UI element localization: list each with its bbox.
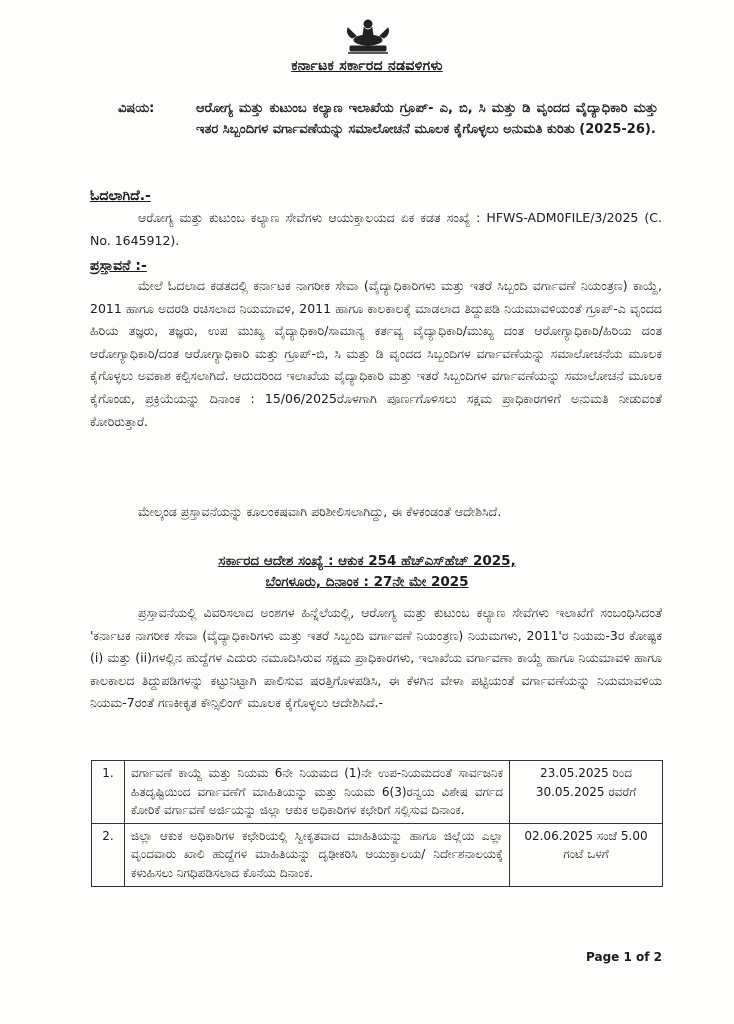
karnataka-state-emblem-icon (342, 16, 394, 56)
row-date: 23.05.2025 ರಿಂದ 30.05.2025 ರವರೆಗೆ (510, 761, 663, 824)
table-row (92, 761, 663, 824)
page-number: Page 1 of 2 (586, 950, 662, 964)
order-number: ಸರ್ಕಾರದ ಆದೇಶ ಸಂಖ್ಯೆ : ಆಕುಕ 254 ಹೆಚ್‌ಎಸ್‌ಹೆಚ್ 2025, (218, 553, 516, 569)
preamble-conclusion: ಮೇಲ್ಕಂಡ ಪ್ರಸ್ತಾವನೆಯನ್ನು ಕೂಲಂಕಷವಾಗಿ ಪರಿಶೀಲಿಸಲಾಗಿದ್ದು, ಈ ಕೆಳಕಂಡಂತೆ ಆದೇಶಿಸಿದೆ. (138, 504, 502, 519)
order-place-date: ಬೆಂಗಳೂರು, ದಿನಾಂಕ : 27ನೇ ಮೇ 2025 (265, 574, 469, 590)
preamble-heading: ಪ್ರಸ್ತಾವನೆ :- (90, 258, 147, 274)
subject-block (118, 98, 658, 140)
subject-text: ಆರೋಗ್ಯ ಮತ್ತು ಕುಟುಂಬ ಕಲ್ಯಾಣ ಇಲಾಖೆಯ ಗ್ರೂಪ್- ಎ, ಬಿ, ಸಿ ಮತ್ತು ಡಿ ವೃಂದದ ವೈದ್ಯಾಧಿಕಾರಿ ಮತ್ತು ಇತರ ಸಿಬ್ಬಂದಿಗಳ ವರ್ಗಾವಣೆಯನ್ನು ಸಮಾಲೋಚನೆ ಮೂಲಕ ಕೈಗೊಳ್ಳಲು ಅನುಮತಿ ಕುರಿತು (2025-26). (196, 101, 658, 137)
reference-heading: ಓದಲಾಗಿದೆ.- (90, 188, 151, 204)
reference-text: ಆರೋಗ್ಯ ಮತ್ತು ಕುಟುಂಬ ಕಲ್ಯಾಣ ಸೇವೆಗಳು ಆಯುಕ್ತಾಲಯದ ಏಕ ಕಡತ ಸಂಖ್ಯೆ : HFWS-ADM0FILE/3/2025 (C. No. 1645912). (90, 210, 662, 248)
table-row (92, 823, 663, 886)
schedule-table (91, 760, 663, 887)
row-number: 2. (92, 823, 125, 886)
preamble-text: ಮೇಲೆ ಓದಲಾದ ಕಡತದಲ್ಲಿ ಕರ್ನಾಟಕ ನಾಗರೀಕ ಸೇವಾ (ವೈದ್ಯಾಧಿಕಾರಿಗಳು ಮತ್ತು ಇತರೆ ಸಿಬ್ಬಂದಿ ವರ್ಗಾವಣೆ ನಿಯಂತ್ರಣ) ಕಾಯ್ದೆ, 2011 ಹಾಗೂ ಅದರಡಿ ರಚಿಸಲಾದ ನಿಯಮಾವಳಿ, 2011 ಹಾಗೂ ಕಾಲಕಾಲಕ್ಕೆ ಮಾಡಲಾದ ತಿದ್ದುಪಡಿ ನಿಯಮಾವಳಿಯಂತೆ ಗ್ರೂಪ್-ಎ ವೃಂದದ ಹಿರಿಯ ತಜ್ಞರು, ತಜ್ಞರು, ಉಪ ಮುಖ್ಯ ವೈದ್ಯಾಧಿಕಾರಿ/ಸಾಮಾನ್ಯ ಕರ್ತವ್ಯ ವೈದ್ಯಾಧಿಕಾರಿ/ಮುಖ್ಯ ದಂತ ಆರೋಗ್ಯಾಧಿಕಾರಿ/ಹಿರಿಯ ದಂತ ಆರೋಗ್ಯಾಧಿಕಾರಿ/ದಂತ ಆರೋಗ್ಯಾಧಿಕಾರಿ ಮತ್ತು ಗ್ರೂಪ್-ಬಿ, ಸಿ ಮತ್ತು ಡಿ ವೃಂದದ ಸಿಬ್ಬಂದಿಗಳ ವರ್ಗಾವಣೆಯನ್ನು ಸಮಾಲೋಚನೆಯ ಮೂಲಕ ಕೈಗೊಳ್ಳಲು ಅವಕಾಶ ಕಲ್ಪಿಸಲಾಗಿದೆ. ಆದುದರಿಂದ ಇಲಾಖೆಯ ವೈದ್ಯಾಧಿಕಾರಿ ಮತ್ತು ಇತರೆ ಸಿಬ್ಬಂದಿಗಳ ವರ್ಗಾವಣೆಯನ್ನು ಸಮಾಲೋಚನೆ ಮೂಲಕ ಕೈಗೊಂಡು, ಪ್ರಕ್ರಿಯೆಯನ್ನು ದಿನಾಂಕ : 15/06/2025ರೊಳಗಾಗಿ ಪೂರ್ಣಗೊಳಿಸಲು ಸಕ್ಷಮ ಪ್ರಾಧಿಕಾರಗಳಿಗೆ ಅನುಮತಿ ನೀಡುವಂತೆ ಕೋರಿರುತ್ತಾರೆ. (90, 278, 662, 429)
row-date: 02.06.2025 ಸಂಜೆ 5.00 ಗಂಟೆ ಒಳಗೆ (510, 823, 663, 886)
row-description: ವರ್ಗಾವಣೆ ಕಾಯ್ದೆ ಮತ್ತು ನಿಯಮ 6ನೇ ನಿಯಮದ (1)ನೇ ಉಪ-ನಿಯಮದಂತೆ ಸಾರ್ವಜನಿಕ ಹಿತದೃಷ್ಟಿಯಿಂದ ವರ್ಗಾವಣೆಗೆ ಮಾಹಿತಿಯನ್ನು ಮತ್ತು ನಿಯಮ 6(3)ರನ್ವಯ ವಿಶೇಷ ವರ್ಗದ ಕೋರಿಕೆ ವರ್ಗಾವಣೆ ಅರ್ಜಿಯನ್ನು ಜಿಲ್ಲಾ ಆಕುಕ ಅಧಿಕಾರಿಗಳ ಕಛೇರಿಗೆ ಸಲ್ಲಿಸುವ ದಿನಾಂಕ. (125, 761, 510, 824)
row-description: ಜಿಲ್ಲಾ ಆಕುಕ ಅಧಿಕಾರಿಗಳ ಕಛೇರಿಯಲ್ಲಿ ಸ್ವೀಕೃತವಾದ ಮಾಹಿತಿಯನ್ನು ಹಾಗೂ ಜಿಲ್ಲೆಯ ಎಲ್ಲಾ ವೃಂದವಾರು ಖಾಲಿ ಹುದ್ದೆಗಳ ಮಾಹಿತಿಯನ್ನು ದೃಢೀಕರಿಸಿ ಆಯುಕ್ತಾಲಯ/ ನಿರ್ದೇಶನಾಲಯಕ್ಕೆ ಕಳುಹಿಸಲು ನಿಗಧಿಪಡಿಸಲಾದ ಕೊನೆಯ ದಿನಾಂಕ. (125, 823, 510, 886)
government-proceedings-title: ಕರ್ನಾಟಕ ಸರ್ಕಾರದ ನಡವಳಿಗಳು (291, 58, 443, 74)
row-number: 1. (92, 761, 125, 824)
subject-label: ವಿಷಯ: (118, 101, 155, 116)
order-body: ಪ್ರಸ್ತಾವನೆಯಲ್ಲಿ ವಿವರಿಸಲಾದ ಅಂಶಗಳ ಹಿನ್ನೆಲೆಯಲ್ಲಿ, ಆರೋಗ್ಯ ಮತ್ತು ಕುಟುಂಬ ಕಲ್ಯಾಣ ಸೇವೆಗಳು ಇಲಾಖೆಗೆ ಸಂಬಂಧಿಸಿದಂತೆ 'ಕರ್ನಾಟಕ ನಾಗರೀಕ ಸೇವಾ (ವೈದ್ಯಾಧಿಕಾರಿಗಳು ಮತ್ತು ಇತರೆ ಸಿಬ್ಬಂದಿ ವರ್ಗಾವಣೆ ನಿಯಂತ್ರಣ) ನಿಯಮಗಳು, 2011'ರ ನಿಯಮ-3ರ ಕೋಷ್ಟಕ (i) ಮತ್ತು (ii)ಗಳಲ್ಲಿನ ಹುದ್ದೆಗಳ ಎದುರು ನಮೂದಿಸಿರುವ ಸಕ್ಷಮ ಪ್ರಾಧಿಕಾರಗಳು, ಇಲಾಖೆಯ ವರ್ಗಾವಣಾ ಕಾಯ್ದೆ ಹಾಗೂ ನಿಯಮಾವಳಿ ಹಾಗೂ ಕಾಲಕಾಲದ ತಿದ್ದುಪಡಿಗಳನ್ನು ಕಟ್ಟುನಿಟ್ಟಾಗಿ ಪಾಲಿಸುವ ಷರತ್ತಿಗೊಳಪಡಿಸಿ, ಈ ಕೆಳಗಿನ ವೇಳಾ ಪಟ್ಟಿಯಂತೆ ವರ್ಗಾವಣೆಯನ್ನು ನಿಯಮಾವಳಿಯ ನಿಯಮ-7ರಂತೆ ಗಣಕೀಕೃತ ಕೌನ್ಸಿಲಿಂಗ್ ಮೂಲಕ ಕೈಗೊಳ್ಳಲು ಆದೇಶಿಸಿದೆ.- (90, 605, 662, 711)
